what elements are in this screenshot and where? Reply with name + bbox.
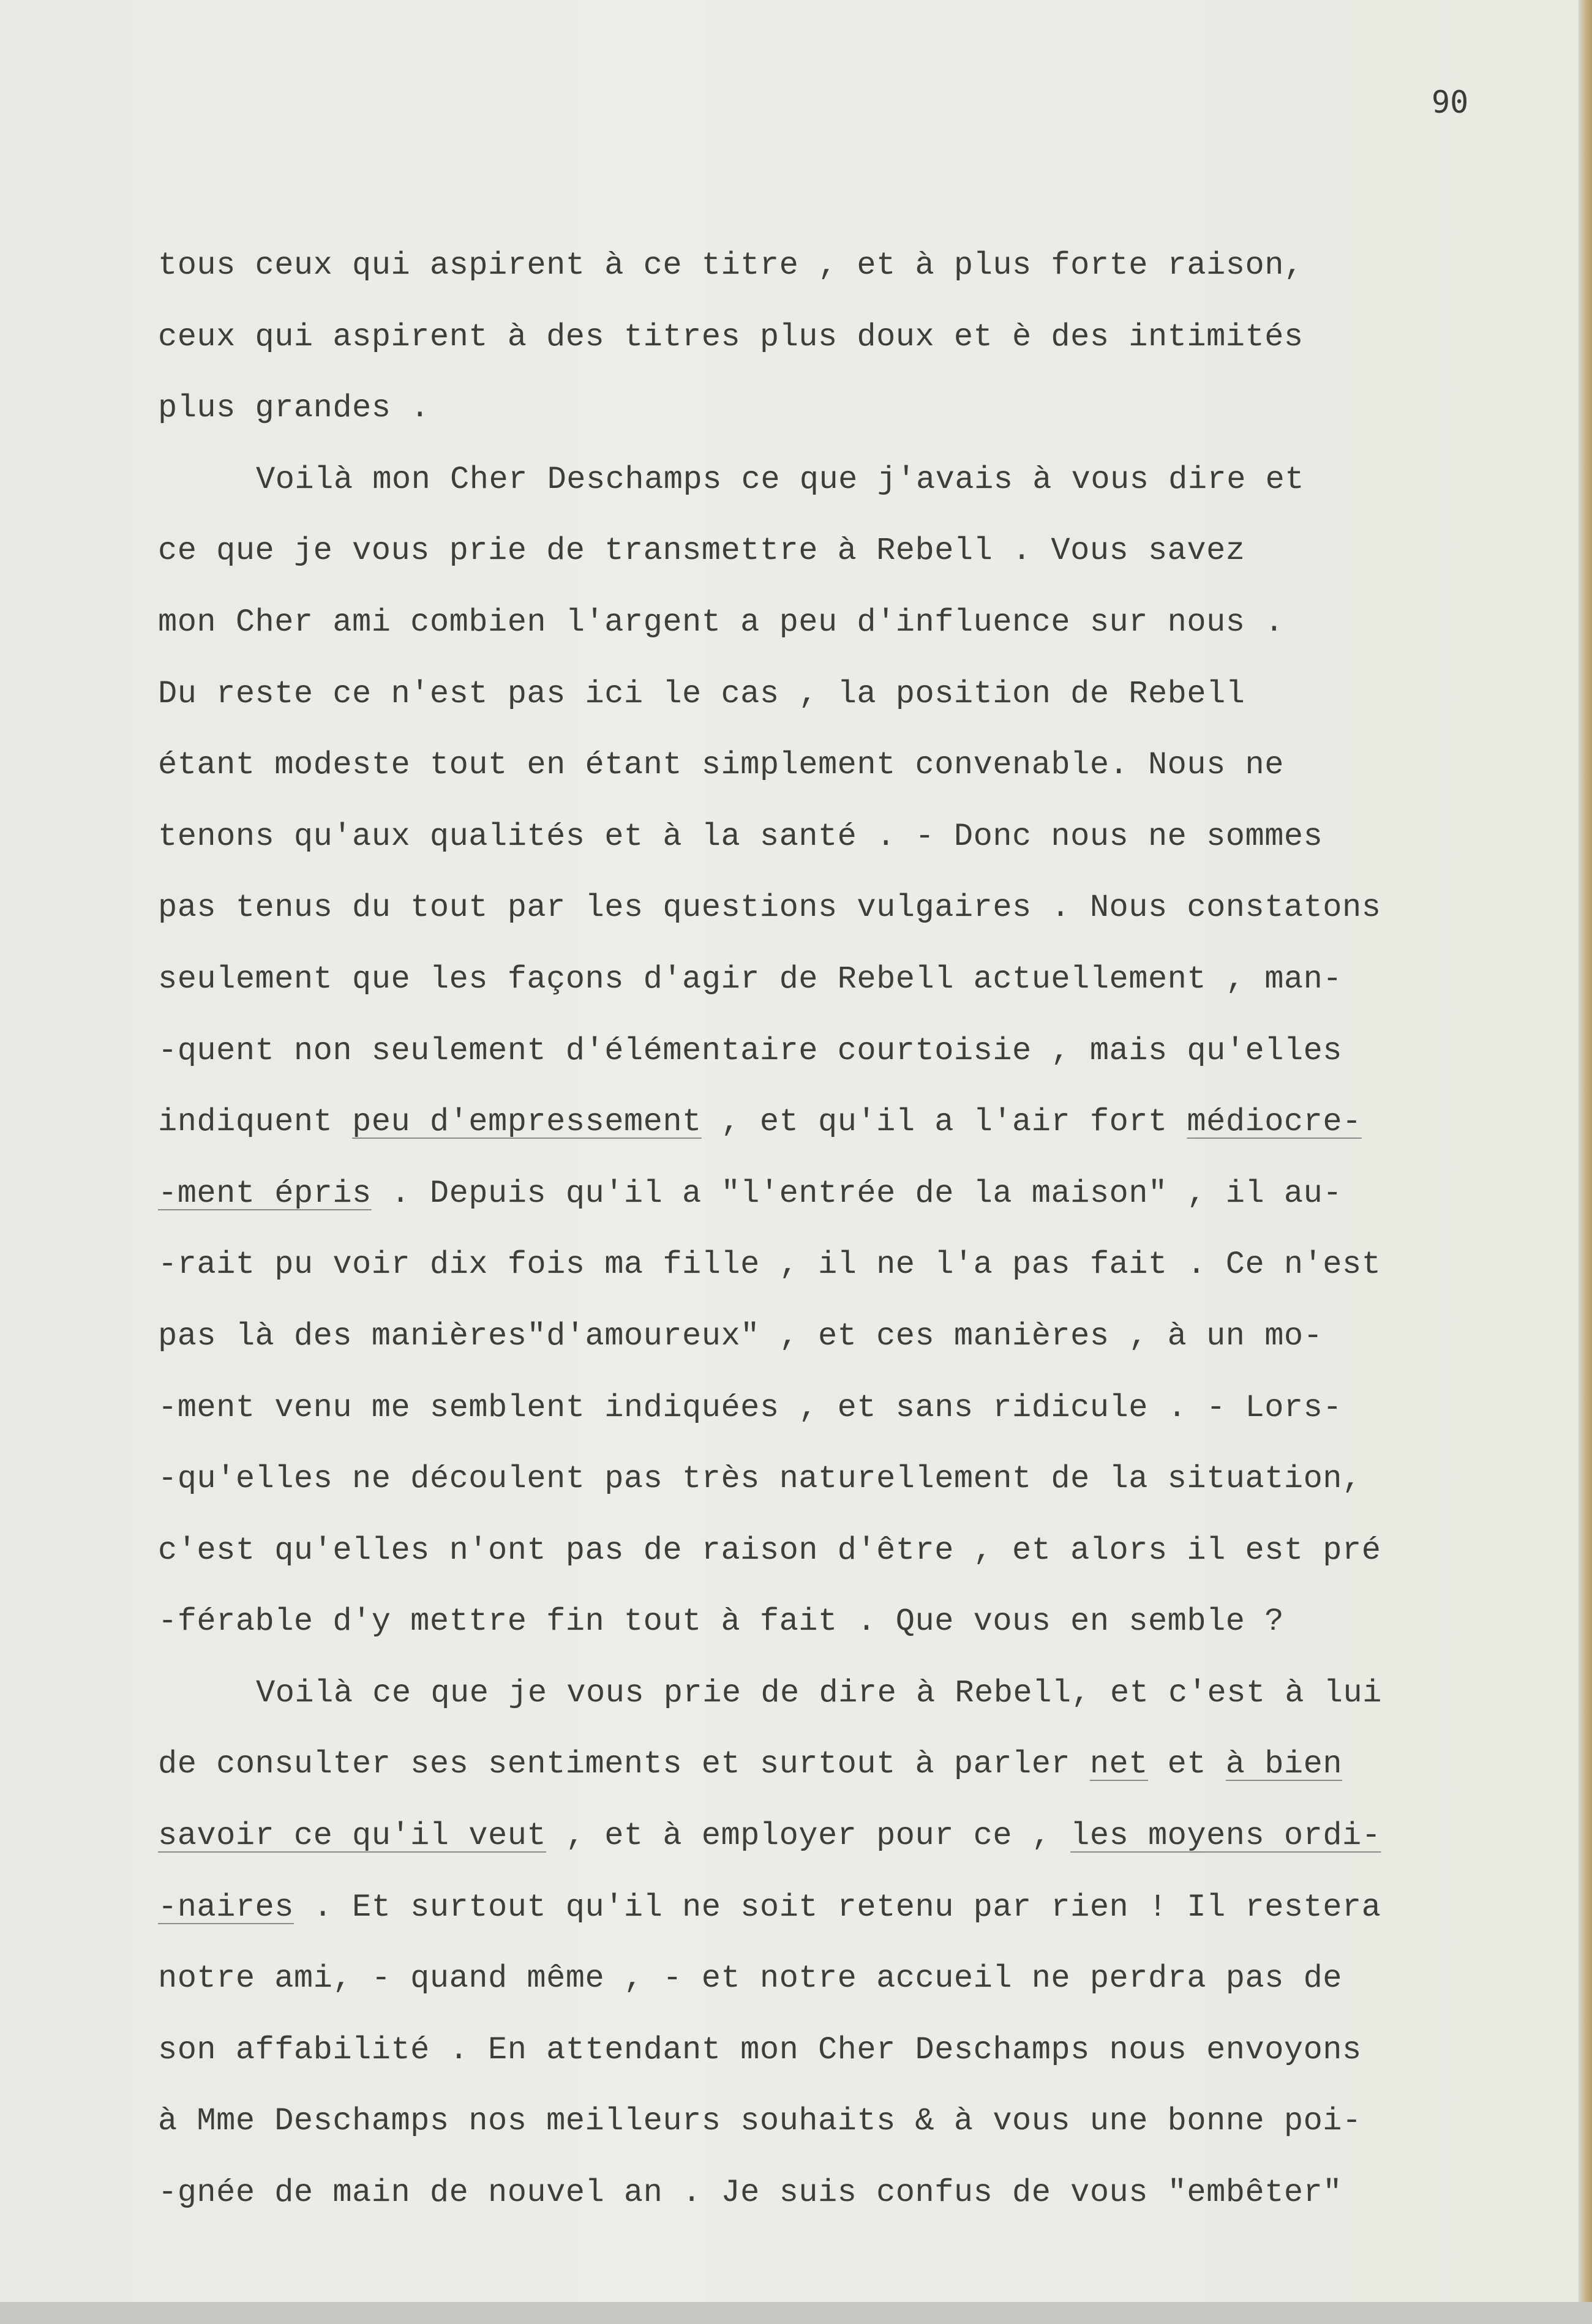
underlined-text: à bien bbox=[1225, 1746, 1343, 1783]
text-segment: Voilà ce que je vous prie de dire à Rebell, et c'est à lui bbox=[256, 1674, 1382, 1711]
text-line bbox=[158, 1386, 1505, 1458]
text-segment: c'est qu'elles n'ont pas de raison d'être , et alors il est pré bbox=[158, 1532, 1381, 1569]
text-line bbox=[158, 1172, 1505, 1243]
text-segment: plus grandes . bbox=[158, 390, 430, 427]
text-segment: de consulter ses sentiments et surtout à parler bbox=[158, 1746, 1090, 1783]
text-segment: et bbox=[1147, 1746, 1226, 1783]
page-edge bbox=[1579, 0, 1592, 2302]
text-line bbox=[158, 815, 1505, 886]
typed-letter-body bbox=[158, 244, 1505, 2243]
text-segment: -rait pu voir dix fois ma fille , il ne l'a pas fait . Ce n'est bbox=[158, 1246, 1381, 1283]
text-line bbox=[158, 672, 1505, 744]
text-line bbox=[158, 1100, 1505, 1172]
text-line bbox=[158, 2028, 1505, 2100]
underlined-text: net bbox=[1089, 1746, 1148, 1783]
text-segment: indiquent bbox=[158, 1104, 353, 1141]
scan-border bbox=[0, 2302, 1592, 2324]
text-segment: -férable d'y mettre fin tout à fait . Que vous en semble ? bbox=[158, 1603, 1284, 1640]
text-line bbox=[158, 458, 1505, 530]
text-line bbox=[158, 958, 1505, 1029]
text-segment: . Et surtout qu'il ne soit retenu par rien ! Il restera bbox=[293, 1889, 1381, 1925]
text-segment: -quent non seulement d'élémentaire courtoisie , mais qu'elles bbox=[158, 1032, 1343, 1069]
text-segment: étant modeste tout en étant simplement convenable. Nous ne bbox=[158, 747, 1284, 784]
text-line bbox=[158, 1529, 1505, 1600]
text-segment: tous ceux qui aspirent à ce titre , et à plus forte raison, bbox=[158, 247, 1304, 283]
text-line bbox=[158, 244, 1505, 315]
underlined-text: les moyens ordi- bbox=[1070, 1818, 1381, 1854]
text-line bbox=[158, 2099, 1505, 2171]
text-segment: mon Cher ami combien l'argent a peu d'influence sur nous . bbox=[158, 604, 1284, 640]
text-segment: seulement que les façons d'agir de Rebell actuellement , man- bbox=[158, 961, 1343, 997]
underlined-text: savoir ce qu'il veut bbox=[158, 1818, 547, 1854]
text-segment: notre ami, - quand même , - et notre accueil ne perdra pas de bbox=[158, 1960, 1343, 1997]
text-line bbox=[158, 1457, 1505, 1529]
text-line bbox=[158, 529, 1505, 601]
text-segment: -gnée de main de nouvel an . Je suis confus de vous "embêter" bbox=[158, 2175, 1343, 2211]
underlined-text: médiocre- bbox=[1187, 1104, 1362, 1141]
page-number: 90 bbox=[1432, 84, 1469, 120]
text-line bbox=[158, 743, 1505, 815]
text-segment: pas là des manières"d'amoureux" , et ces manières , à un mo- bbox=[158, 1318, 1323, 1354]
text-segment: à Mme Deschamps nos meilleurs souhaits & à vous une bonne poi- bbox=[158, 2103, 1362, 2140]
text-segment: , et à employer pour ce , bbox=[546, 1818, 1071, 1854]
underlined-text: -ment épris bbox=[158, 1175, 372, 1212]
text-line bbox=[158, 2171, 1505, 2243]
text-line bbox=[158, 1814, 1505, 1886]
text-line bbox=[158, 1600, 1505, 1671]
text-segment: . Depuis qu'il a "l'entrée de la maison" , il au- bbox=[371, 1175, 1343, 1212]
text-line bbox=[158, 1314, 1505, 1386]
text-segment: -ment venu me semblent indiquées , et sans ridicule . - Lors- bbox=[158, 1389, 1343, 1426]
underlined-text: -naires bbox=[158, 1889, 294, 1925]
text-line bbox=[158, 1671, 1505, 1743]
text-line bbox=[158, 315, 1505, 387]
text-segment: Du reste ce n'est pas ici le cas , la position de Rebell bbox=[158, 675, 1245, 712]
text-line bbox=[158, 886, 1505, 958]
text-segment: , et qu'il a l'air fort bbox=[701, 1104, 1187, 1141]
text-line bbox=[158, 1957, 1505, 2028]
text-segment: ce que je vous prie de transmettre à Rebell . Vous savez bbox=[158, 533, 1245, 569]
text-line bbox=[158, 1243, 1505, 1314]
text-line bbox=[158, 386, 1505, 458]
text-line bbox=[158, 1742, 1505, 1814]
text-segment: son affabilité . En attendant mon Cher Deschamps nous envoyons bbox=[158, 2031, 1362, 2068]
text-segment: -qu'elles ne découlent pas très naturellement de la situation, bbox=[158, 1461, 1362, 1497]
text-line bbox=[158, 601, 1505, 672]
text-segment: pas tenus du tout par les questions vulgaires . Nous constatons bbox=[158, 890, 1381, 926]
text-segment: tenons qu'aux qualités et à la santé . - Donc nous ne sommes bbox=[158, 818, 1323, 855]
text-line bbox=[158, 1886, 1505, 1957]
text-segment: ceux qui aspirent à des titres plus doux et è des intimités bbox=[158, 318, 1304, 355]
text-line bbox=[158, 1029, 1505, 1101]
text-segment: Voilà mon Cher Deschamps ce que j'avais à vous dire et bbox=[256, 461, 1305, 498]
underlined-text: peu d'empressement bbox=[352, 1104, 702, 1141]
